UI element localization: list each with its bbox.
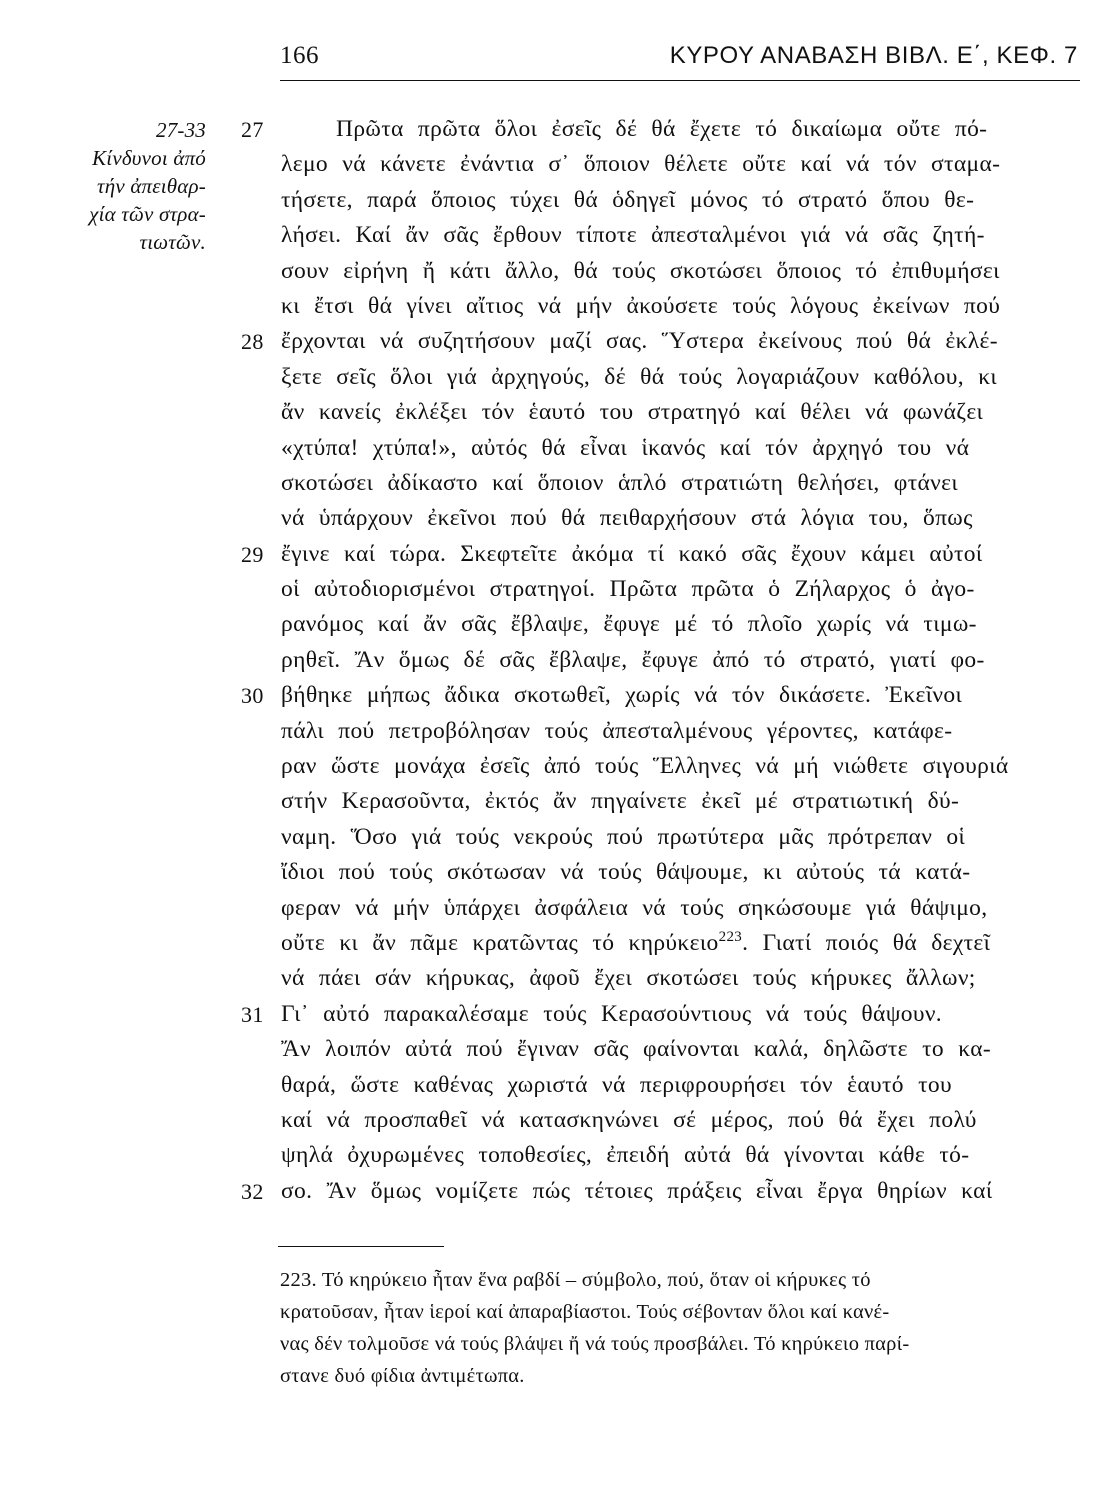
footnote [280,1264,1080,1392]
text-line [281,572,1085,607]
line-text-main: «χτύπα! χτύπα!», αὐτός θά εἶναι ἱκανός καί τόν ἀρχηγό του νά [281,434,970,461]
section-number: 27 [241,117,264,142]
line-text [281,431,969,466]
line-text [281,1032,991,1067]
line-text-main: νά πάει σάν κήρυκας, ἀφοῦ ἔχει σκοτώσει τούς κήρυκες ἄλλων; [281,965,976,992]
line-text [281,289,1000,324]
text-line [281,183,1085,218]
line-text-main: φεραν νά μήν ὑπάρχει ἀσφάλεια νά τούς σηκώσουμε γιά θάψιμο, [281,894,988,921]
text-line [281,891,1085,926]
line-text-main: ἄν κανείς ἐκλέξει τόν ἑαυτό του στρατηγό καί θέλει νά φωνάζει [281,399,984,426]
header-rule [280,80,1080,81]
text-line [281,1103,1085,1138]
line-text-main: ναμη. Ὅσο γιά τούς νεκρούς πού πρωτύτερα μᾶς πρότρεπαν οἱ [281,823,966,850]
line-text [281,254,1000,289]
line-text-main: ρηθεῖ. Ἄν ὅμως δέ σᾶς ἔβλαψε, ἔφυγε ἀπό τό στρατό, γιατί φο- [281,646,985,673]
margin-note-line: τήν ἀπειθαρ- [97,174,206,198]
line-text [281,784,959,819]
page-number: 166 [280,42,319,69]
text-line [281,714,1085,749]
line-text [281,1103,977,1138]
line-text [281,997,942,1032]
footnote-line: νας δέν τολμοῦσε νά τούς βλάψει ἤ νά τούς προσβάλει. Τό κηρύκειο παρί- [280,1333,910,1355]
text-line [281,784,1085,819]
line-text [281,537,983,572]
line-text-main: λήσει. Καί ἄν σᾶς ἔρθουν τίποτε ἀπεσταλμένοι γιά νά σᾶς ζητή- [281,222,985,249]
text-line [281,926,1085,961]
text-line [281,643,1085,678]
line-text-main: Πρῶτα πρῶτα ὅλοι ἐσεῖς δέ θά ἔχετε τό δικαίωμα οὔτε πό- [336,116,988,142]
section-number: 31 [241,1001,264,1027]
line-text-main: ψηλά ὀχυρωμένες τοποθεσίες, ἐπειδή αὐτά θά γίνονται κάθε τό- [281,1142,970,1169]
footnote-line: κρατοῦσαν, ἦταν ἱεροί καί ἀπαραβίαστοι. Τούς σέβονταν ὅλοι καί κανέ- [280,1301,890,1323]
text-line [281,855,1085,890]
line-text [281,714,952,749]
running-title: ΚΥΡΟΥ ΑΝΑΒΑΣΗ ΒΙΒΛ. Ε΄, ΚΕΦ. 7 [669,42,1078,69]
line-text [281,678,962,713]
line-text-main: λεμο νά κάνετε ἐνάντια σ᾿ ὅποιον θέλετε οὔτε καί νά τόν σταμα- [281,151,1001,178]
line-text-main: σκοτώσει ἀδίκαστο καί ὅποιον ἁπλό στρατιώτη θελήσει, φτάνει [281,469,959,496]
text-line [281,749,1085,784]
line-text [281,855,970,890]
line-text [281,1068,952,1103]
margin-note-line: 27-33 [156,118,206,142]
line-text-main: καί νά προσπαθεῖ νά κατασκηνώνει σέ μέρος, πού θά ἔχει πολύ [281,1106,977,1133]
line-text-main: ἔγινε καί τώρα. Σκεφτεῖτε ἀκόμα τί κακό σᾶς ἔχουν κάμει αὐτοί [281,540,983,567]
line-text [281,395,983,430]
line-text [281,360,997,395]
text-line [241,678,1085,713]
text-line [241,997,1085,1032]
line-text-after: . Γιατί ποιός θά δεχτεῖ [742,929,991,956]
text-line [241,537,1085,572]
line-text-main: ξετε σεῖς ὅλοι γιά ἀρχηγούς, δέ θά τούς λογαριάζουν καθόλου, κι [281,363,998,390]
line-text-main: σο. Ἄν ὅμως νομίζετε πώς τέτοιες πράξεις εἶναι ἔργα θηρίων καί [281,1177,993,1204]
text-line [281,820,1085,855]
text-line [241,324,1085,359]
margin-note-line: χία τῶν στρα- [89,202,206,226]
footnote-ref: 223 [718,928,743,945]
text-line [281,961,1085,996]
line-text-main: στήν Κερασοῦντα, ἐκτός ἄν πηγαίνετε ἐκεῖ μέ στρατιωτική δύ- [281,788,960,815]
text-line [281,1138,1085,1173]
line-text [281,183,974,218]
text-line [281,501,1085,536]
line-text [281,1138,969,1173]
line-text-main: Ἄν λοιπόν αὐτά πού ἔγιναν σᾶς φαίνονται καλά, δηλῶστε το κα- [281,1036,992,1063]
line-text-main: Γι᾿ αὐτό παρακαλέσαμε τούς Κερασούντιους νά τούς θάψουν. [281,1000,943,1027]
text-line [281,147,1085,182]
text-line [281,607,1085,642]
text-line [281,218,1085,253]
line-text [281,324,998,359]
line-text-main: νά ὑπάρχουν ἐκεῖνοι πού θά πειθαρχήσουν στά λόγια του, ὅπως [281,505,973,532]
line-text-main: τήσετε, παρά ὅποιος τύχει θά ὁδηγεῖ μόνος τό στρατό ὅπου θε- [281,186,975,213]
line-text-main: θαρά, ὥστε καθένας χωριστά νά περιφρουρήσει τόν ἑαυτό του [281,1071,952,1098]
text-line [241,1174,1085,1209]
line-text-main: ραν ὥστε μονάχα ἐσεῖς ἀπό τούς Ἕλληνες νά μή νιώθετε σιγουριά [281,753,1009,780]
margin-note-line: τιωτῶν. [139,230,206,254]
line-text-main: ἔρχονται νά συζητήσουν μαζί σας. Ὕστερα ἐκείνους πού θά ἐκλέ- [281,328,998,355]
footnote-rule [278,1246,444,1247]
line-text [281,643,985,678]
line-text [281,1174,993,1209]
line-text [281,466,958,501]
text-line [281,1068,1085,1103]
line-text [281,607,977,642]
margin-note-line: Κίνδυνοι ἀπό [92,146,206,170]
text-line [281,360,1085,395]
section-number: 30 [241,683,264,709]
line-text [281,820,965,855]
line-text-main: κι ἔτσι θά γίνει αἴτιος νά μήν ἀκούσετε τούς λόγους ἐκείνων πού [281,292,1001,319]
line-text-main: οὔτε κι ἄν πᾶμε κρατῶντας τό κηρύκειο [281,929,719,956]
line-text-main: ἴδιοι πού τούς σκότωσαν νά τούς θάψουμε, κι αὐτούς τά κατά- [281,859,971,886]
line-text [281,749,1009,784]
line-text-main: ρανόμος καί ἄν σᾶς ἔβλαψε, ἔφυγε μέ τό πλοῖο χωρίς νά τιμω- [281,611,977,638]
section-number: 29 [241,541,264,567]
line-text-main: βήθηκε μήπως ἄδικα σκοτωθεῖ, χωρίς νά τόν δικάσετε. Ἐκεῖνοι [281,682,963,709]
text-line [281,431,1085,466]
text-line [281,1032,1085,1067]
line-text-main: πάλι πού πετροβόλησαν τούς ἀπεσταλμένους γέροντες, κατάφε- [281,717,953,744]
text-line [281,254,1085,289]
line-text-main: σουν εἰρήνη ἤ κάτι ἄλλο, θά τούς σκοτώσει ὅποιος τό ἐπιθυμήσει [281,257,1000,284]
line-text [281,926,990,961]
footnote-line: στανε δυό φίδια ἀντιμέτωπα. [280,1365,525,1387]
margin-note [20,116,206,256]
line-text-main: οἱ αὐτοδιορισμένοι στρατηγοί. Πρῶτα πρῶτα ὁ Ζήλαρχος ὁ ἀγο- [281,576,975,603]
section-number: 32 [241,1178,264,1204]
text-line [281,289,1085,324]
line-text [281,572,975,607]
text-line [281,466,1085,501]
line-text [281,961,976,996]
line-text [281,501,973,536]
line-text [281,891,987,926]
line-text [281,112,987,147]
footnote-line: 223. Τό κηρύκειο ἦταν ἕνα ραβδί – σύμβολο, πού, ὅταν οἱ κήρυκες τό [280,1269,871,1291]
body-text [241,112,1085,1209]
line-text [281,218,985,253]
section-number: 28 [241,329,264,355]
text-line [241,112,1085,147]
line-text [281,147,1000,182]
text-line [281,395,1085,430]
